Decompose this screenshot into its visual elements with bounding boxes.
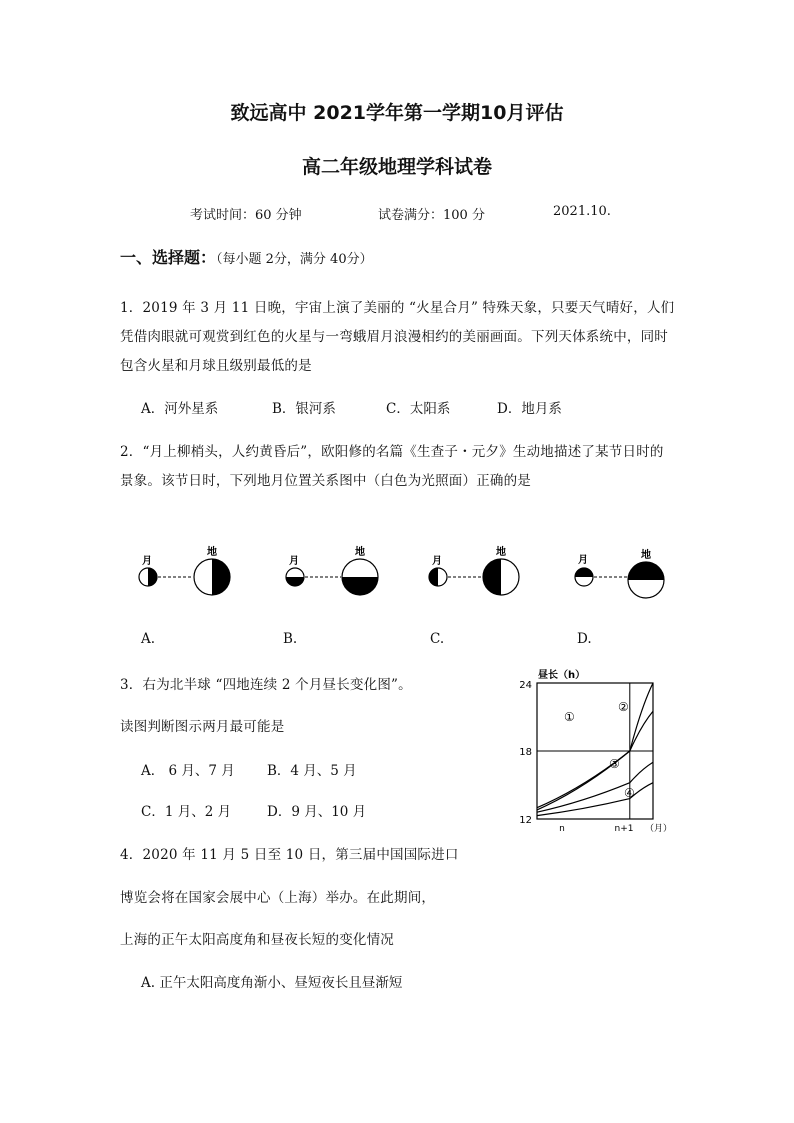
earth-b-shadow — [342, 577, 378, 595]
moon-label-b: 月 — [289, 556, 299, 567]
q2-line1: 2．“月上柳梢头，人约黄昏后”，欧阳修的名篇《生查子・元夕》生动地描述了某节日时的 — [120, 444, 664, 460]
exam-time: 考试时间：60 分钟 — [190, 208, 302, 223]
earth-c-shadow — [483, 559, 501, 595]
q4-line1: 4．2020 年 11 月 5 日至 10 日，第三届中国国际进口 — [120, 847, 459, 863]
day-length-chart — [505, 665, 685, 837]
q1-option-d[interactable]: D．地月系 — [497, 401, 562, 417]
q2-line2: 景象。该节日时，下列地月位置关系图中（白色为光照面）正确的是 — [120, 473, 531, 489]
q1-option-a[interactable]: A．河外星系 — [141, 401, 219, 417]
q3-option-d[interactable]: D．9 月、10 月 — [267, 804, 367, 820]
q3-line1: 3．右为北半球 “四地连续 2 个月昼长变化图”。 — [120, 677, 412, 693]
exam-subtitle: 高二年级地理学科试卷 — [301, 156, 492, 178]
full-score: 试卷满分：100 分 — [378, 208, 485, 223]
moon-label-d: 月 — [578, 555, 588, 566]
xtick-n: n — [559, 824, 565, 834]
q1-line3: 包含火星和月球且级别最低的是 — [120, 358, 312, 374]
moon-a-shadow — [148, 568, 157, 586]
q1-line2: 凭借肉眼就可观赏到红色的火星与一弯蛾眉月浪漫相约的美丽画面。下列天体系统中，同时 — [120, 329, 668, 345]
exam-title: 致远高中 2021学年第一学期10月评估 — [230, 102, 564, 124]
series-label-4: ④ — [624, 786, 635, 800]
q1-option-c[interactable]: C．太阳系 — [386, 401, 451, 417]
q3-option-a[interactable]: A． 6 月、7 月 — [141, 763, 235, 779]
series-label-1: ① — [564, 710, 575, 724]
q3-line2: 读图判断图示两月最可能是 — [120, 719, 285, 735]
earth-a-shadow — [212, 559, 230, 595]
ytick-12: 12 — [519, 815, 532, 826]
q1-option-b[interactable]: B．银河系 — [272, 401, 336, 417]
ytick-24: 24 — [519, 680, 532, 691]
chart-title: 昼长（h） — [538, 670, 586, 681]
q2-option-d[interactable]: D. — [577, 631, 592, 647]
moon-label-a: 月 — [142, 556, 152, 567]
moon-c-shadow — [429, 568, 438, 586]
diagram-d[interactable] — [575, 548, 664, 598]
q3-option-b[interactable]: B．4 月、5 月 — [267, 763, 357, 779]
earth-label-d: 地 — [641, 550, 651, 561]
earth-label-b: 地 — [355, 547, 365, 558]
section-title: 一、选择题： — [120, 248, 217, 267]
earth-label-a: 地 — [207, 547, 217, 558]
moon-label-c: 月 — [432, 556, 442, 567]
moon-d-shadow — [575, 568, 593, 577]
earth-d-shadow — [628, 562, 664, 580]
q4-option-a[interactable]: A. 正午太阳高度角渐小、昼短夜长且昼渐短 — [141, 975, 403, 991]
q1-line1: 1．2019 年 3 月 11 日晚，宇宙上演了美丽的 “火星合月” 特殊天象，只要天气晴好，人们 — [120, 300, 675, 316]
q4-line3: 上海的正午太阳高度角和昼夜长短的变化情况 — [120, 932, 394, 948]
section-heading — [120, 245, 373, 268]
exam-date: 2021.10. — [553, 204, 611, 219]
q3-option-c[interactable]: C．1 月、2 月 — [141, 804, 232, 820]
earth-moon-diagrams — [120, 540, 680, 610]
q2-option-b[interactable]: B. — [283, 631, 298, 647]
xtick-n1: n+1 — [614, 824, 634, 834]
moon-b-shadow — [286, 577, 304, 586]
x-unit: （月） — [645, 824, 673, 834]
diagram-a[interactable] — [139, 545, 230, 595]
series-label-3: ③ — [609, 757, 620, 771]
earth-label-c: 地 — [496, 547, 506, 558]
ytick-18: 18 — [519, 747, 532, 758]
diagram-c[interactable] — [429, 545, 519, 595]
section-note: （每小题 2分，满分 40分） — [216, 252, 373, 267]
q2-option-c[interactable]: C. — [430, 631, 445, 647]
q2-option-a[interactable]: A. — [141, 631, 156, 647]
series-label-2: ② — [618, 700, 629, 714]
diagram-b[interactable] — [286, 545, 378, 595]
q4-line2: 博览会将在国家会展中心（上海）举办。在此期间， — [120, 890, 436, 906]
